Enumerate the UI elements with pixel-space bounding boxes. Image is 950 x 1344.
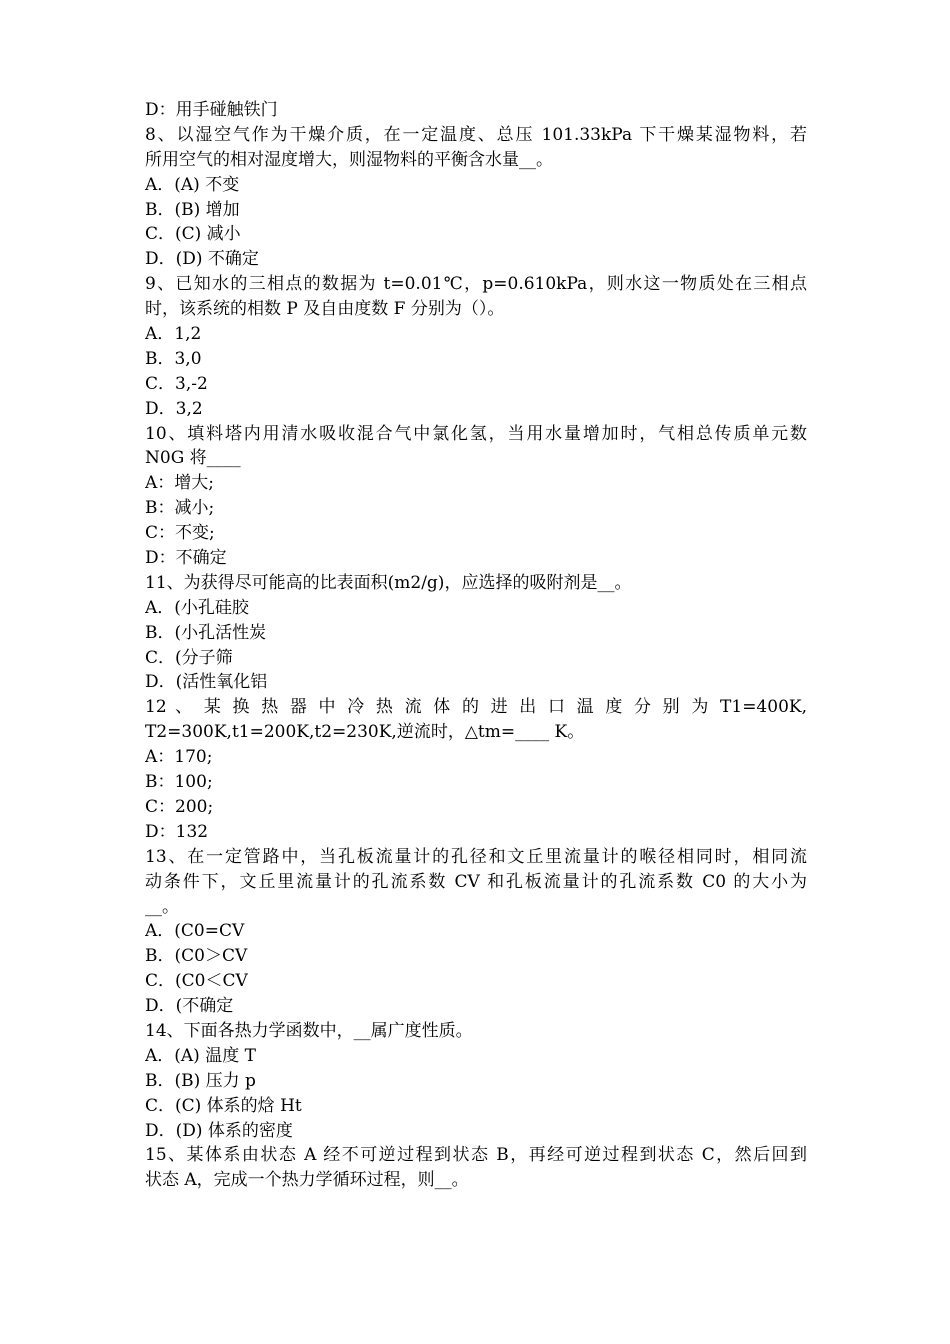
text-line: D：132 xyxy=(145,821,209,842)
text-line: 14、下面各热力学函数中，__属广度性质。 xyxy=(145,1020,473,1041)
text-line: A．(A) 温度 T xyxy=(145,1045,256,1066)
text-line: D：不确定 xyxy=(145,548,227,569)
text-line: 时，该系统的相数 P 及自由度数 F 分别为（）。 xyxy=(145,299,505,320)
text-line: C：200; xyxy=(145,796,214,817)
text-line: D．3,2 xyxy=(145,398,203,419)
text-line: 所用空气的相对湿度增大，则湿物料的平衡含水量__。 xyxy=(145,149,553,170)
text-line: 11、为获得尽可能高的比表面积(m2/g)，应选择的吸附剂是__。 xyxy=(145,572,632,593)
text-line: A：增大; xyxy=(145,473,215,494)
text-line: __。 xyxy=(145,896,179,917)
text-line: B．(B) 压力 p xyxy=(145,1070,256,1091)
text-line: A．(C0=CV xyxy=(145,921,245,942)
text-line: A．(A) 不变 xyxy=(145,174,240,195)
text-line: A．(小孔硅胶 xyxy=(145,597,249,618)
text-line: 15、某体系由状态 A 经不可逆过程到状态 B，再经可逆过程到状态 C，然后回到 xyxy=(145,1145,807,1166)
text-line: D：用手碰触铁门 xyxy=(145,100,278,120)
text-line: B．(B) 增加 xyxy=(145,199,240,220)
text-line: D．(D) 不确定 xyxy=(145,249,259,270)
text-line: B：100; xyxy=(145,772,213,793)
text-line: C．3,-2 xyxy=(145,373,208,394)
text-line: N0G 将____ xyxy=(145,448,241,469)
text-line: 状态 A，完成一个热力学循环过程，则__。 xyxy=(145,1170,469,1191)
text-line: B．(小孔活性炭 xyxy=(145,622,267,643)
text-line: 12 、 某 换 热 器 中 冷 热 流 体 的 进 出 口 温 度 分 别 为 T1=400K, xyxy=(145,697,807,718)
text-line: 动条件下，文丘里流量计的孔流系数 CV 和孔板流量计的孔流系数 C0 的大小为 xyxy=(145,871,807,892)
text-line: C：不变; xyxy=(145,523,215,544)
text-line: C．(C) 减小 xyxy=(145,224,241,245)
text-line: 8、以湿空气作为干燥介质，在一定温度、总压 101.33kPa 下干燥某湿物料，若 xyxy=(145,124,807,145)
text-line: D．(活性氧化铝 xyxy=(145,672,268,693)
text-line: 13、在一定管路中，当孔板流量计的孔径和文丘里流量计的喉径相同时，相同流 xyxy=(145,846,807,867)
text-line: A：170; xyxy=(145,747,213,768)
text-line: D．(D) 体系的密度 xyxy=(145,1120,293,1141)
text-line: B．(C0＞CV xyxy=(145,946,248,967)
text-line: T2=300K,t1=200K,t2=230K,逆流时，△tm=____ K。 xyxy=(145,722,585,743)
text-line: A．1,2 xyxy=(145,324,202,345)
text-line: C．(C0＜CV xyxy=(145,971,248,992)
text-line: 9、已知水的三相点的数据为 t=0.01℃，p=0.610kPa，则水这一物质处在三相点 xyxy=(145,274,807,295)
text-line: C．(分子筛 xyxy=(145,647,233,668)
text-line: D．(不确定 xyxy=(145,996,234,1017)
text-line: B．3,0 xyxy=(145,348,202,369)
text-line: B：减小; xyxy=(145,498,215,519)
text-line: C．(C) 体系的焓 Ht xyxy=(145,1095,302,1116)
document-body xyxy=(145,98,807,1193)
text-line: 10、填料塔内用清水吸收混合气中氯化氢，当用水量增加时，气相总传质单元数 xyxy=(145,423,807,444)
